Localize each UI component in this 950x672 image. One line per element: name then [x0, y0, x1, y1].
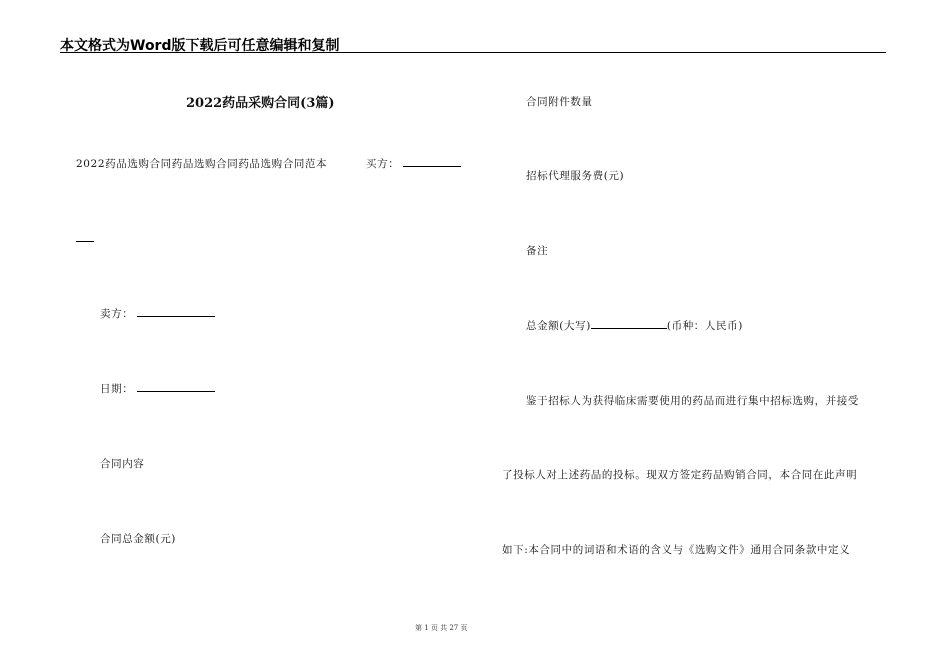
date-field [100, 381, 215, 396]
total-amount-words-field [526, 318, 743, 333]
paragraph-line-2: 了投标人对上述药品的投标。现双方签定药品购销合同，本合同在此声明 [502, 469, 858, 481]
paragraph-line-3: 如下:本合同中的词语和术语的含义与《选购文件》通用合同条款中定义 [502, 544, 851, 556]
buyer-blank [403, 156, 461, 167]
remarks-label: 备注 [526, 245, 549, 257]
document-header-title: 本文格式为Word版下载后可任意编辑和复制 [60, 38, 340, 54]
total-amount-words-label: 总金额(大写) [526, 320, 591, 332]
paragraph-line-1: 鉴于招标人为获得临床需要使用的药品而进行集中招标选购，并接受 [526, 395, 859, 407]
date-blank [137, 381, 215, 392]
header-divider [60, 52, 886, 53]
agency-fee-label: 招标代理服务费(元) [526, 170, 625, 182]
intro-line: 2022药品选购合同药品选购合同药品选购合同范本 [76, 158, 328, 170]
page-footer: 第 1 页 共 27 页 [415, 624, 468, 632]
total-amount-words-blank [591, 318, 667, 329]
buyer-label: 买方： [366, 158, 400, 170]
currency-label: (币种：人民币) [666, 320, 743, 332]
seller-field [100, 306, 215, 321]
seller-blank [137, 306, 215, 317]
total-amount-label: 合同总金额(元) [100, 533, 176, 545]
buyer-field [366, 156, 461, 171]
short-divider [76, 241, 94, 242]
seller-label: 卖方： [100, 308, 134, 320]
contract-content-label: 合同内容 [100, 458, 145, 470]
document-title: 2022药品采购合同(3篇) [186, 96, 335, 111]
date-label: 日期： [100, 383, 134, 395]
attachment-count-label: 合同附件数量 [526, 96, 593, 108]
